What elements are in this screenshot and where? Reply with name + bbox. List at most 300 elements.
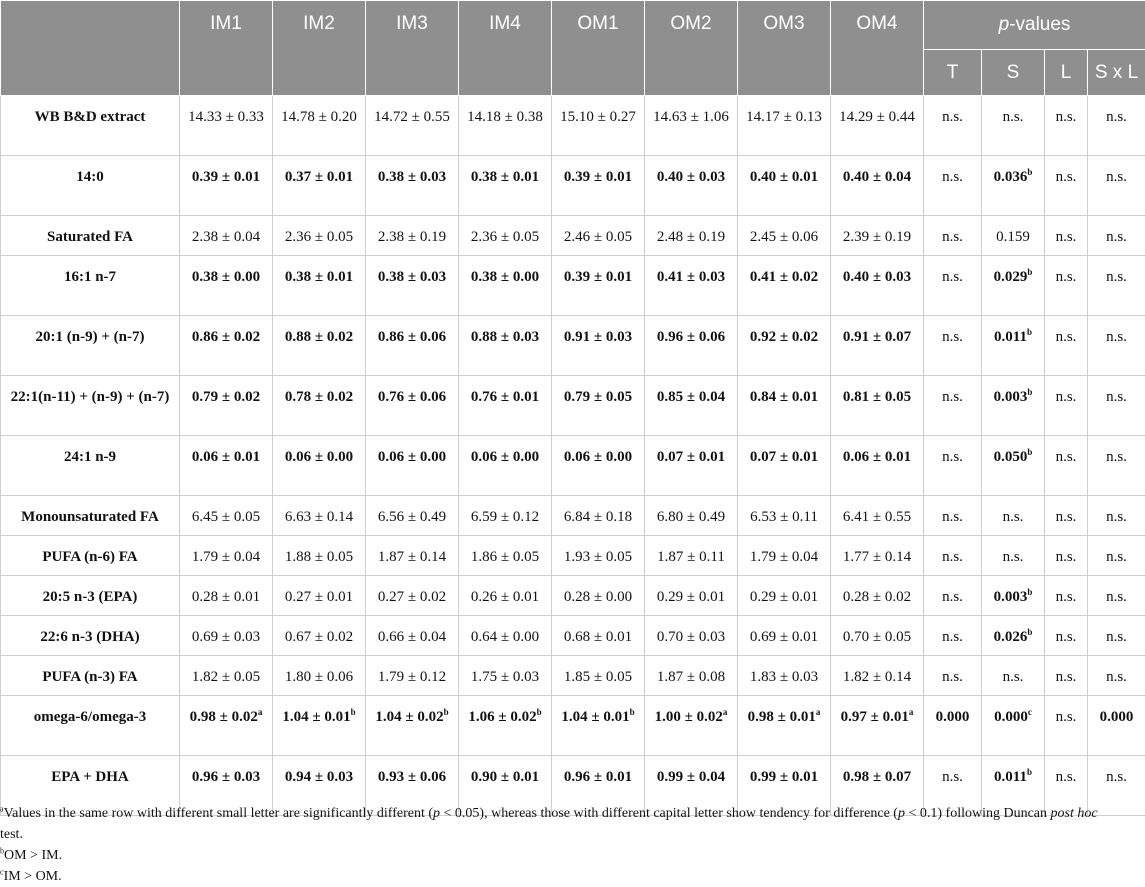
value-cell	[459, 496, 552, 536]
value-cell	[366, 656, 459, 696]
footnote-a-text-4: test.	[0, 827, 23, 842]
footnote-c-mark: c	[0, 867, 4, 876]
value-cell	[738, 576, 831, 616]
row-label: Monounsaturated FA	[1, 496, 180, 536]
superscript-mark: b	[1027, 767, 1032, 777]
row-label: PUFA (n-6) FA	[1, 536, 180, 576]
value-text: 1.79 ± 0.12	[378, 669, 446, 685]
value-text: 1.06 ± 0.02	[468, 709, 536, 725]
value-cell	[366, 96, 459, 156]
column-header-im3: IM3	[366, 1, 459, 96]
value-text: 1.77 ± 0.14	[843, 549, 911, 565]
value-cell	[738, 256, 831, 316]
value-text: 1.04 ± 0.01	[561, 709, 629, 725]
value-cell	[552, 156, 645, 216]
value-cell	[831, 316, 924, 376]
value-text: 0.97 ± 0.01	[841, 709, 909, 725]
value-cell	[645, 576, 738, 616]
footnotes	[0, 803, 1120, 887]
value-text: 15.10 ± 0.27	[560, 109, 636, 125]
pvalue-cell	[982, 436, 1045, 496]
footnote-c	[0, 866, 1120, 887]
value-text: 0.76 ± 0.06	[378, 389, 446, 405]
value-cell	[738, 616, 831, 656]
value-cell	[738, 436, 831, 496]
value-cell	[366, 496, 459, 536]
pvalue-text: n.s.	[942, 549, 963, 565]
pvalue-cell	[982, 536, 1045, 576]
superscript-mark: a	[258, 707, 263, 717]
pvalue-text: n.s.	[1056, 169, 1077, 185]
pvalue-cell	[924, 436, 982, 496]
footnote-a-text-2: < 0.05), whereas those with different capital letter show tendency for difference (	[440, 806, 898, 821]
pvalue-text: n.s.	[1056, 329, 1077, 345]
pvalue-text: n.s.	[942, 769, 963, 785]
value-cell	[273, 316, 366, 376]
value-cell	[831, 376, 924, 436]
value-cell	[273, 96, 366, 156]
value-cell	[459, 376, 552, 436]
pvalue-cell	[1045, 156, 1088, 216]
pvalue-text: 0.050	[994, 449, 1028, 465]
pvalue-cell	[1088, 536, 1145, 576]
value-cell	[366, 216, 459, 256]
value-cell	[366, 576, 459, 616]
pvalue-text: 0.036	[994, 169, 1028, 185]
value-text: 0.96 ± 0.06	[657, 329, 725, 345]
pvalue-text: n.s.	[1106, 629, 1127, 645]
pvalue-cell	[924, 156, 982, 216]
value-cell	[180, 216, 273, 256]
superscript-mark: c	[1028, 707, 1032, 717]
value-cell	[552, 616, 645, 656]
value-cell	[738, 496, 831, 536]
pvalue-cell	[982, 216, 1045, 256]
pvalue-cell	[1088, 616, 1145, 656]
superscript-mark: a	[723, 707, 728, 717]
pvalue-text: 0.000	[1100, 709, 1134, 725]
value-cell	[831, 156, 924, 216]
value-text: 0.86 ± 0.06	[378, 329, 446, 345]
value-text: 0.38 ± 0.01	[285, 269, 353, 285]
row-label: WB B&D extract	[1, 96, 180, 156]
value-text: 0.98 ± 0.07	[843, 769, 911, 785]
value-text: 0.93 ± 0.06	[378, 769, 446, 785]
pvalue-cell	[924, 536, 982, 576]
pvalue-cell	[924, 616, 982, 656]
column-header-l: L	[1045, 50, 1088, 96]
value-text: 1.82 ± 0.14	[843, 669, 911, 685]
value-text: 0.76 ± 0.01	[471, 389, 539, 405]
value-cell	[366, 436, 459, 496]
value-text: 1.83 ± 0.03	[750, 669, 818, 685]
pvalue-text: n.s.	[1106, 769, 1127, 785]
superscript-mark: b	[1027, 587, 1032, 597]
value-text: 0.06 ± 0.00	[471, 449, 539, 465]
header-blank	[1, 1, 180, 96]
value-cell	[459, 436, 552, 496]
value-text: 0.29 ± 0.01	[657, 589, 725, 605]
column-header-om1: OM1	[552, 1, 645, 96]
value-text: 1.86 ± 0.05	[471, 549, 539, 565]
value-text: 0.92 ± 0.02	[750, 329, 818, 345]
footnote-a-mark: a	[0, 804, 4, 813]
value-cell	[645, 316, 738, 376]
value-text: 14.18 ± 0.38	[467, 109, 543, 125]
pvalue-text: n.s.	[1106, 229, 1127, 245]
value-text: 0.68 ± 0.01	[564, 629, 632, 645]
value-text: 1.00 ± 0.02	[655, 709, 723, 725]
pvalue-cell	[1088, 216, 1145, 256]
value-cell	[552, 316, 645, 376]
row-label: 14:0	[1, 156, 180, 216]
value-cell	[459, 656, 552, 696]
pvalue-cell	[982, 96, 1045, 156]
value-text: 1.87 ± 0.08	[657, 669, 725, 685]
value-text: 2.46 ± 0.05	[564, 229, 632, 245]
value-text: 14.78 ± 0.20	[281, 109, 357, 125]
value-cell	[180, 436, 273, 496]
footnote-b-text: OM > IM.	[4, 848, 62, 863]
pvalue-cell	[924, 656, 982, 696]
value-cell	[738, 536, 831, 576]
value-cell	[831, 696, 924, 756]
value-cell	[831, 216, 924, 256]
value-cell	[552, 656, 645, 696]
pvalue-cell	[924, 96, 982, 156]
pvalue-text: n.s.	[1106, 169, 1127, 185]
row-label: 20:1 (n-9) + (n-7)	[1, 316, 180, 376]
value-cell	[366, 256, 459, 316]
pvalue-text: n.s.	[1056, 449, 1077, 465]
value-text: 2.36 ± 0.05	[471, 229, 539, 245]
row-label: 20:5 n-3 (EPA)	[1, 576, 180, 616]
value-text: 0.39 ± 0.01	[192, 169, 260, 185]
value-text: 0.86 ± 0.02	[192, 329, 260, 345]
pvalue-text: n.s.	[942, 629, 963, 645]
table-row	[1, 656, 1145, 696]
pvalue-text: n.s.	[942, 449, 963, 465]
value-text: 0.88 ± 0.02	[285, 329, 353, 345]
value-cell	[180, 156, 273, 216]
value-text: 0.06 ± 0.01	[192, 449, 260, 465]
value-cell	[366, 156, 459, 216]
value-cell	[273, 656, 366, 696]
value-cell	[180, 96, 273, 156]
pvalue-text: n.s.	[1003, 669, 1024, 685]
value-text: 0.41 ± 0.02	[750, 269, 818, 285]
pvalue-text: n.s.	[1106, 269, 1127, 285]
value-cell	[366, 536, 459, 576]
value-text: 6.80 ± 0.49	[657, 509, 725, 525]
value-text: 0.29 ± 0.01	[750, 589, 818, 605]
value-cell	[831, 496, 924, 536]
value-cell	[552, 96, 645, 156]
pvalue-cell	[1088, 576, 1145, 616]
superscript-mark: a	[816, 707, 821, 717]
value-text: 0.26 ± 0.01	[471, 589, 539, 605]
value-cell	[459, 696, 552, 756]
pvalue-cell	[1088, 496, 1145, 536]
value-text: 2.36 ± 0.05	[285, 229, 353, 245]
pvalue-text: n.s.	[942, 269, 963, 285]
value-cell	[552, 496, 645, 536]
value-cell	[273, 536, 366, 576]
value-text: 6.63 ± 0.14	[285, 509, 353, 525]
pvalue-cell	[924, 496, 982, 536]
value-cell	[273, 496, 366, 536]
value-text: 0.81 ± 0.05	[843, 389, 911, 405]
pvalue-text: n.s.	[1056, 629, 1077, 645]
value-text: 0.06 ± 0.01	[843, 449, 911, 465]
pvalue-cell	[924, 576, 982, 616]
value-cell	[180, 616, 273, 656]
value-cell	[831, 536, 924, 576]
pvalue-text: 0.000	[994, 709, 1028, 725]
value-cell	[552, 576, 645, 616]
value-text: 6.45 ± 0.05	[192, 509, 260, 525]
pvalue-cell	[982, 616, 1045, 656]
pvalue-cell	[982, 316, 1045, 376]
pvalue-text: 0.011	[994, 769, 1027, 785]
pvalue-cell	[1045, 216, 1088, 256]
table-body	[1, 96, 1145, 816]
table-row	[1, 496, 1145, 536]
value-cell	[180, 496, 273, 536]
value-cell	[645, 696, 738, 756]
value-text: 1.79 ± 0.04	[750, 549, 818, 565]
value-cell	[273, 576, 366, 616]
value-text: 0.91 ± 0.03	[564, 329, 632, 345]
pvalue-cell	[982, 376, 1045, 436]
pvalue-text: 0.026	[994, 629, 1028, 645]
value-text: 6.56 ± 0.49	[378, 509, 446, 525]
pvalue-cell	[1088, 696, 1145, 756]
footnote-a-text-3: < 0.1) following Duncan	[905, 806, 1051, 821]
value-text: 0.40 ± 0.03	[657, 169, 725, 185]
value-text: 0.66 ± 0.04	[378, 629, 446, 645]
pvalue-cell	[982, 496, 1045, 536]
value-cell	[459, 576, 552, 616]
value-cell	[180, 696, 273, 756]
pvalue-text: n.s.	[1003, 549, 1024, 565]
superscript-mark: a	[909, 707, 914, 717]
value-text: 6.41 ± 0.55	[843, 509, 911, 525]
value-text: 1.04 ± 0.02	[375, 709, 443, 725]
value-cell	[273, 436, 366, 496]
value-text: 0.78 ± 0.02	[285, 389, 353, 405]
pvalue-text: n.s.	[1003, 509, 1024, 525]
pvalue-cell	[1088, 376, 1145, 436]
value-text: 0.98 ± 0.01	[748, 709, 816, 725]
superscript-mark: b	[630, 707, 635, 717]
value-cell	[273, 156, 366, 216]
value-text: 0.06 ± 0.00	[378, 449, 446, 465]
pvalue-text: n.s.	[1106, 509, 1127, 525]
value-cell	[552, 256, 645, 316]
value-cell	[645, 256, 738, 316]
value-cell	[552, 376, 645, 436]
value-text: 0.96 ± 0.01	[564, 769, 632, 785]
value-cell	[180, 536, 273, 576]
value-text: 14.72 ± 0.55	[374, 109, 450, 125]
pvalue-text: n.s.	[942, 229, 963, 245]
column-header-om2: OM2	[645, 1, 738, 96]
value-cell	[738, 696, 831, 756]
pvalue-cell	[1045, 256, 1088, 316]
pvalue-cell	[1045, 656, 1088, 696]
value-cell	[180, 656, 273, 696]
pvalue-text: 0.011	[994, 329, 1027, 345]
pvalue-text: n.s.	[1106, 329, 1127, 345]
pvalue-cell	[982, 656, 1045, 696]
value-text: 0.64 ± 0.00	[471, 629, 539, 645]
pvalue-text: n.s.	[1056, 709, 1077, 725]
column-header-im2: IM2	[273, 1, 366, 96]
value-text: 1.88 ± 0.05	[285, 549, 353, 565]
value-text: 0.99 ± 0.01	[750, 769, 818, 785]
value-text: 1.75 ± 0.03	[471, 669, 539, 685]
value-cell	[366, 376, 459, 436]
superscript-mark: b	[351, 707, 356, 717]
footnote-a-p-1: p	[433, 806, 440, 821]
value-cell	[459, 256, 552, 316]
value-cell	[459, 616, 552, 656]
row-label: Saturated FA	[1, 216, 180, 256]
pvalues-group-header	[924, 1, 1145, 50]
superscript-mark: b	[537, 707, 542, 717]
row-label: 22:1(n-11) + (n-9) + (n-7)	[1, 376, 180, 436]
row-label: 16:1 n-7	[1, 256, 180, 316]
table-row	[1, 696, 1145, 756]
pvalue-cell	[1045, 96, 1088, 156]
table-row	[1, 436, 1145, 496]
value-text: 0.27 ± 0.02	[378, 589, 446, 605]
value-cell	[831, 656, 924, 696]
value-text: 14.29 ± 0.44	[839, 109, 915, 125]
value-text: 0.38 ± 0.03	[378, 269, 446, 285]
pvalue-cell	[1088, 656, 1145, 696]
value-text: 0.99 ± 0.04	[657, 769, 725, 785]
footnote-a	[0, 803, 1120, 845]
value-cell	[552, 216, 645, 256]
pvalue-text: n.s.	[1056, 389, 1077, 405]
value-text: 0.91 ± 0.07	[843, 329, 911, 345]
value-cell	[645, 376, 738, 436]
superscript-mark: b	[1027, 627, 1032, 637]
value-text: 0.84 ± 0.01	[750, 389, 818, 405]
value-text: 0.40 ± 0.03	[843, 269, 911, 285]
value-text: 2.38 ± 0.04	[192, 229, 260, 245]
pvalue-text: 0.029	[994, 269, 1028, 285]
value-cell	[366, 696, 459, 756]
row-label: omega-6/omega-3	[1, 696, 180, 756]
value-text: 0.90 ± 0.01	[471, 769, 539, 785]
value-text: 0.94 ± 0.03	[285, 769, 353, 785]
value-cell	[645, 616, 738, 656]
value-text: 0.07 ± 0.01	[657, 449, 725, 465]
value-cell	[831, 256, 924, 316]
value-text: 1.79 ± 0.04	[192, 549, 260, 565]
pvalue-cell	[1045, 536, 1088, 576]
pvalue-cell	[924, 316, 982, 376]
value-cell	[459, 96, 552, 156]
value-text: 0.69 ± 0.01	[750, 629, 818, 645]
value-text: 0.88 ± 0.03	[471, 329, 539, 345]
pvalue-cell	[1045, 696, 1088, 756]
superscript-mark: b	[444, 707, 449, 717]
value-cell	[738, 156, 831, 216]
table-row	[1, 536, 1145, 576]
pvalue-text: n.s.	[1056, 109, 1077, 125]
table-row	[1, 316, 1145, 376]
pvalue-cell	[1045, 436, 1088, 496]
value-cell	[645, 496, 738, 536]
pvalue-text: n.s.	[1056, 669, 1077, 685]
value-text: 1.04 ± 0.01	[282, 709, 350, 725]
value-cell	[738, 216, 831, 256]
column-header-om3: OM3	[738, 1, 831, 96]
value-text: 6.59 ± 0.12	[471, 509, 539, 525]
value-cell	[273, 216, 366, 256]
value-text: 0.70 ± 0.05	[843, 629, 911, 645]
column-header-t: T	[924, 50, 982, 96]
value-text: 0.38 ± 0.00	[192, 269, 260, 285]
value-text: 2.48 ± 0.19	[657, 229, 725, 245]
value-text: 0.06 ± 0.00	[564, 449, 632, 465]
value-text: 0.28 ± 0.02	[843, 589, 911, 605]
value-cell	[645, 156, 738, 216]
value-text: 0.96 ± 0.03	[192, 769, 260, 785]
value-cell	[180, 256, 273, 316]
table-row	[1, 96, 1145, 156]
value-text: 2.39 ± 0.19	[843, 229, 911, 245]
value-text: 0.28 ± 0.01	[192, 589, 260, 605]
row-label: PUFA (n-3) FA	[1, 656, 180, 696]
value-text: 1.82 ± 0.05	[192, 669, 260, 685]
superscript-mark: b	[1027, 387, 1032, 397]
pvalue-text: n.s.	[942, 329, 963, 345]
pvalue-cell	[1045, 616, 1088, 656]
pvalue-cell	[924, 216, 982, 256]
pvalue-cell	[1088, 96, 1145, 156]
value-text: 1.80 ± 0.06	[285, 669, 353, 685]
value-cell	[645, 436, 738, 496]
value-cell	[831, 96, 924, 156]
value-cell	[459, 216, 552, 256]
table-row	[1, 156, 1145, 216]
pvalue-text: 0.003	[994, 389, 1028, 405]
pvalue-text: 0.003	[994, 589, 1028, 605]
value-cell	[366, 616, 459, 656]
footnote-b	[0, 845, 1120, 866]
value-text: 14.63 ± 1.06	[653, 109, 729, 125]
pvalue-text: n.s.	[1106, 669, 1127, 685]
pvalue-cell	[982, 696, 1045, 756]
pvalue-text: n.s.	[1106, 449, 1127, 465]
pvalue-text: n.s.	[942, 669, 963, 685]
footnote-a-text-1: Values in the same row with different small letter are significantly different (	[4, 806, 433, 821]
column-header-s: S	[982, 50, 1045, 96]
pvalue-text: n.s.	[1106, 549, 1127, 565]
column-header-im1: IM1	[180, 1, 273, 96]
table-row	[1, 376, 1145, 436]
pvalue-cell	[1088, 156, 1145, 216]
value-cell	[831, 436, 924, 496]
table-row	[1, 616, 1145, 656]
value-cell	[645, 536, 738, 576]
value-text: 1.87 ± 0.11	[657, 549, 725, 565]
